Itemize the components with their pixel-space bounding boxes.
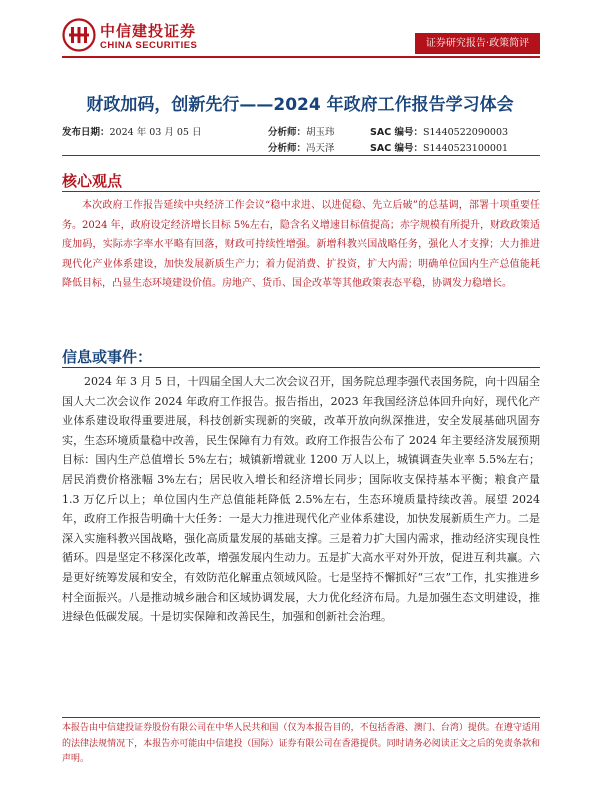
china-securities-logo-icon <box>62 18 96 52</box>
company-logo <box>62 16 202 58</box>
core-views-text: 本次政府工作报告延续中央经济工作会议“稳中求进、以进促稳、先立后破”的总基调，部署十项重要任务。2024 年，政府设定经济增长目标 5%左右，隐含名义增速目标值提高；赤字规模有所提升，财政政策适度加码，实际赤字率水平略有回落，财政可持续性增强。新增科教兴国战略任务，强化人才支撑；大力推进现代化产业体系建设，加快发展新质生产力；着力促消费、扩投资，扩大内需；明确单位国内生产总值能耗降低目标，凸显生态环境建设价值。房地产、货币、国企改革等其他政策表态平稳，协调发力稳增长。 <box>62 200 540 289</box>
analyst-2-sac <box>370 140 508 154</box>
sac-2-label: SAC 编号： <box>370 143 423 154</box>
analyst-2-label: 分析师： <box>268 143 307 154</box>
analyst-1-label: 分析师： <box>268 127 307 138</box>
header-divider <box>62 56 540 58</box>
logo-chinese-name: 中信建投证券 <box>100 22 197 40</box>
logo-english-name: CHINA SECURITIES <box>100 40 198 51</box>
analyst-1-name: 胡玉玮 <box>306 127 335 138</box>
report-title: 财政加码，创新先行——2024 年政府工作报告学习体会 <box>86 95 514 115</box>
core-views-heading: 核心观点 <box>62 172 123 190</box>
report-type-label: 证券研究报告·政策简评 <box>415 33 540 54</box>
publish-date-value: 2024 年 03 月 05 日 <box>109 127 202 138</box>
sac-2-value: S1440523100001 <box>422 143 509 154</box>
events-divider <box>62 367 540 368</box>
publish-date-label: 发布日期： <box>62 127 110 138</box>
analyst-2-name: 冯天泽 <box>306 143 335 154</box>
events-heading: 信息或事件： <box>62 348 153 366</box>
sac-1-value: S1440522090003 <box>422 127 509 138</box>
events-text: 2024 年 3 月 5 日，十四届全国人大二次会议召开，国务院总理李强代表国务院，向十四届全国人大二次会议作 2024 年政府工作报告。报告指出，2023 年我国经济总体回升向好，现代化产业体系建设取得重要进展，科技创新实现新的突破，改革开放向纵深推进，安全发展基础巩固夯实，生态环境质量稳中改善，民生保障有力有效。政府工作报告公布了 2024 年主要经济发展预期目标：国内生产总值增长 5%左右；城镇新增就业 1200 万人以上，城镇调查失业率 5.5%左右；居民消费价格涨幅 3%左右；居民收入增长和经济增长同步；国际收支保持基本平衡；粮食产量 1.3 万亿斤以上；单位国内生产总值能耗降低 2.5%左右，生态环境质量持续改善。展望 2024 年，政府工作报告明确十大任务：一是大力推进现代化产业体系建设，加快发展新质生产力。二是深入实施科教兴国战略，强化高质量发展的基础支撑。三是着力扩大国内需求，推动经济实现良性循环。四是坚定不移深化改革，增强发展内生动力。五是扩大高水平对外开放，促进互利共赢。六是更好统筹发展和安全，有效防范化解重点领域风险。七是坚持不懈抓好“三农”工作，扎实推进乡村全面振兴。八是推动城乡融合和区域协调发展，大力优化经济布局。九是加强生态文明建设，推进绿色低碳发展。十是切实保障和改善民生，加强和创新社会治理。 <box>62 375 540 624</box>
sac-1-label: SAC 编号： <box>370 127 423 138</box>
meta-divider <box>62 155 540 156</box>
publish-date <box>62 124 201 138</box>
core-views-divider <box>62 191 540 192</box>
footer-disclaimer: 本报告由中信建投证券股份有限公司在中华人民共和国（仅为本报告目的，不包括香港、澳门、台湾）提供。在遵守适用的法律法规情况下，本报告亦可能由中信建投（国际）证券有限公司在香港提供。同时请务必阅读正文之后的免责条款和声明。 <box>62 723 540 764</box>
core-views-section <box>62 196 540 318</box>
footer-divider <box>62 717 540 718</box>
analyst-1-sac <box>370 124 508 138</box>
analyst-1 <box>268 124 335 138</box>
events-section <box>62 372 540 627</box>
analyst-2 <box>268 140 335 154</box>
